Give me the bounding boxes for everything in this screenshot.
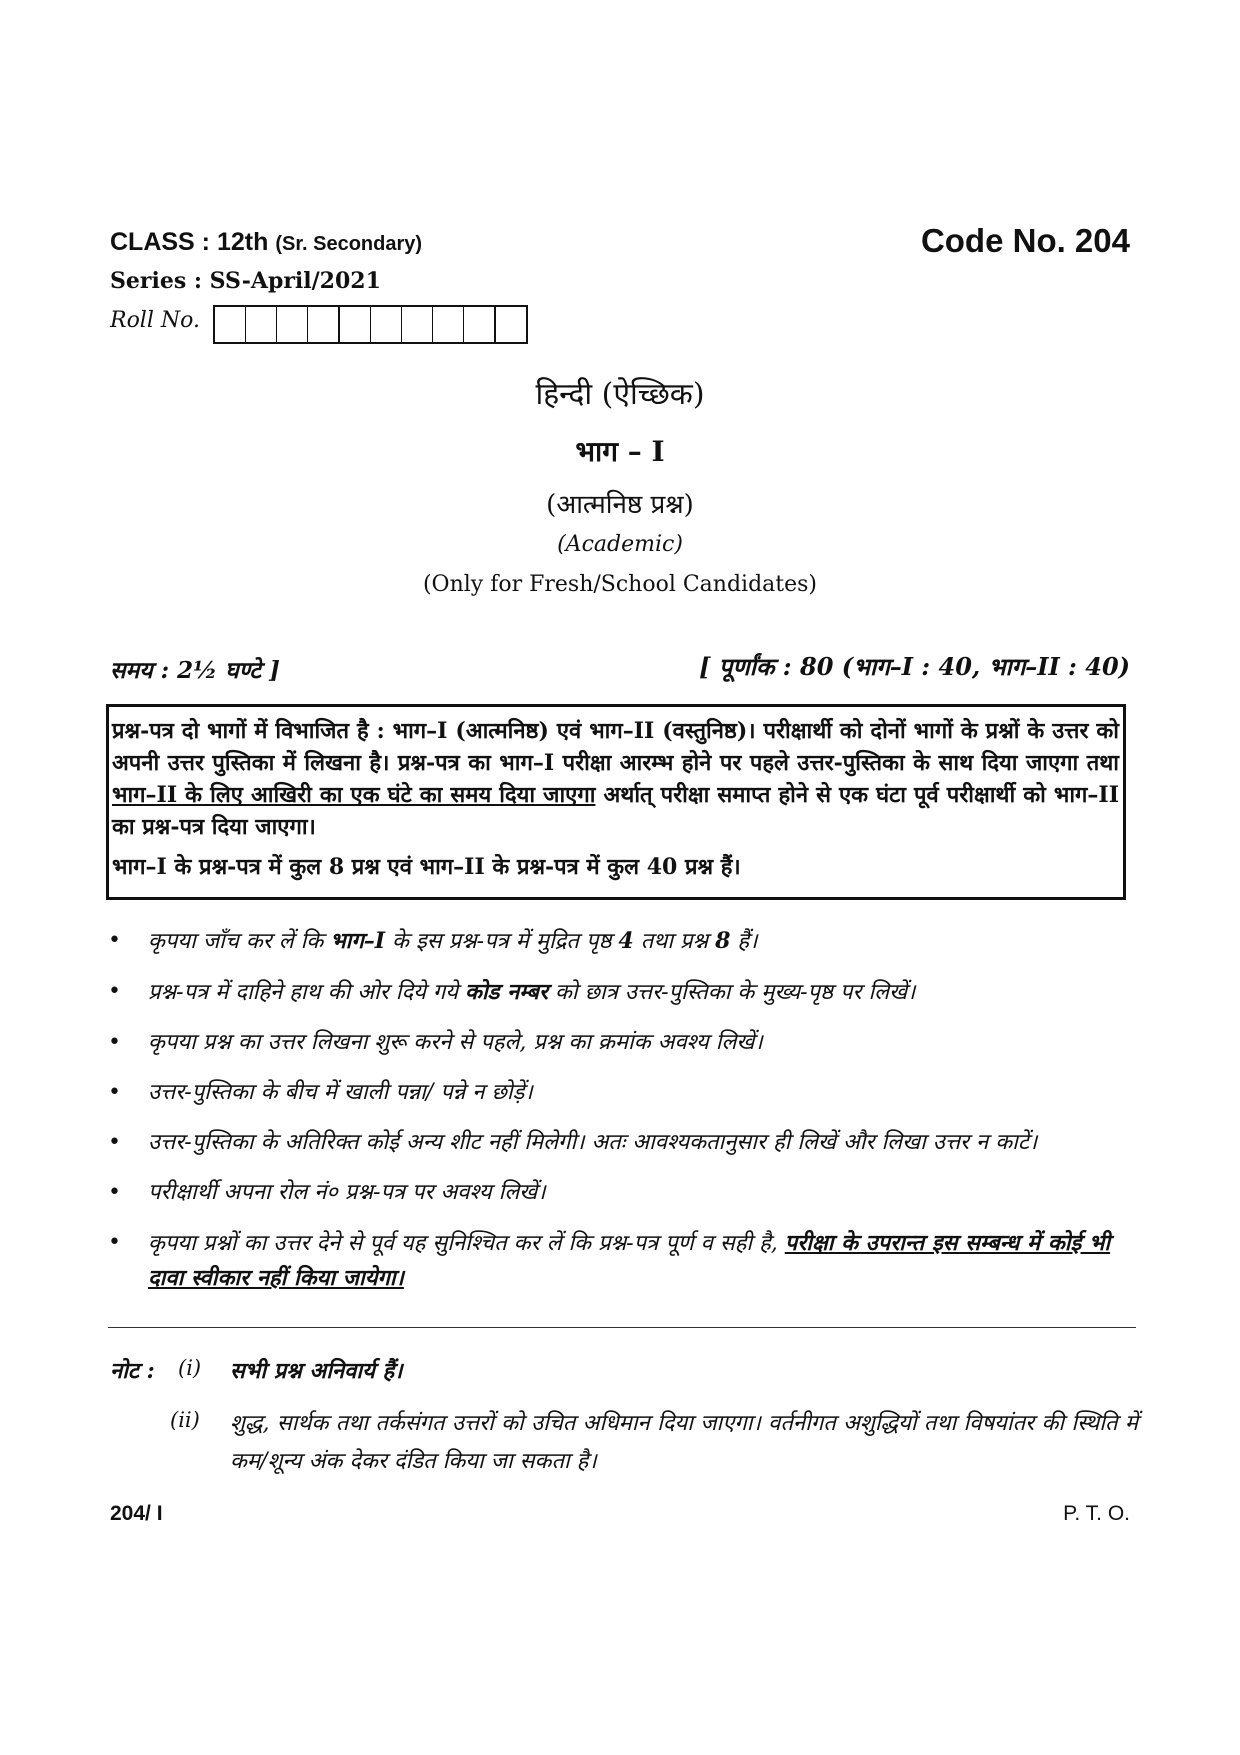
bullet-icon: • bbox=[108, 1130, 121, 1155]
info-text: अर्थात् परीक्षा समाप्त होने से एक घंटा पूर्व परीक्षार्थी को भाग–II का प्रश्न-पत्र दिया जाएगा। bbox=[112, 782, 1119, 840]
instructions-box-paragraph bbox=[112, 715, 1119, 843]
instruction-item bbox=[108, 1226, 1138, 1296]
bullet-icon: • bbox=[108, 1230, 121, 1255]
roll-box[interactable] bbox=[371, 307, 402, 342]
instruction-text: को छात्र उत्तर-पुस्तिका के मुख्य-पृष्ठ पर लिखें। bbox=[548, 980, 916, 1005]
roll-number-label: Roll No. bbox=[110, 308, 200, 333]
bullet-icon: • bbox=[108, 1080, 121, 1105]
roll-box[interactable] bbox=[433, 307, 464, 342]
bullet-icon: • bbox=[108, 1030, 121, 1055]
instruction-item bbox=[108, 975, 1138, 1010]
question-type: (आत्मनिष्ठ प्रश्न) bbox=[546, 490, 694, 520]
instruction-text: प्रश्न-पत्र में दाहिने हाथ की ओर दिये गये bbox=[148, 980, 466, 1005]
instruction-text: कृपया प्रश्नों का उत्तर देने से पूर्व यह सुनिश्चित कर लें कि प्रश्न-पत्र पूर्ण व सही है, bbox=[148, 1231, 785, 1256]
instruction-text: कृपया प्रश्न का उत्तर लिखना शुरू करने से पहले, प्रश्न का क्रमांक अवश्य लिखें। bbox=[148, 1030, 763, 1055]
instructions-box bbox=[106, 704, 1126, 900]
class-text: CLASS : 12th bbox=[110, 228, 269, 256]
roll-box[interactable] bbox=[402, 307, 433, 342]
time-allowed: समय : 2½ घण्टे ] bbox=[110, 657, 280, 684]
instruction-list bbox=[108, 924, 1138, 1312]
info-underlined-text: भाग–II के लिए आखिरी का एक घंटे का समय दिया जाएगा bbox=[112, 782, 596, 808]
candidates-label: (Only for Fresh/School Candidates) bbox=[422, 572, 818, 597]
instruction-item bbox=[108, 1176, 1138, 1210]
stream-label: (Academic) bbox=[557, 532, 683, 557]
instruction-text: के इस प्रश्न-पत्र में मुद्रित पृष्ठ bbox=[385, 929, 619, 954]
instruction-bold-underlined: परीक्षा के उपरान्त इस सम्बन्ध में कोई भी दावा स्वीकार नहीं किया जायेगा। bbox=[148, 1230, 1111, 1291]
info-text: प्रश्न-पत्र दो भागों में विभाजित है : भाग–I (आत्मनिष्ठ) एवं भाग–II (वस्तुनिष्ठ)। परीक्षार्थी को दोनों भागों के प्रश्नों के उत्तर को अपनी उत्तर पुस्तिका में लिखना है। प्रश्न-पत्र का भाग–I परीक्षा आरम्भ होने पर पहले उत्तर-पुस्तिका के साथ दिया जाएगा तथा bbox=[112, 718, 1119, 776]
instruction-text: उत्तर-पुस्तिका के बीच में खाली पन्ना/ पन्ने न छोड़ें। bbox=[148, 1080, 533, 1105]
bullet-icon: • bbox=[108, 1180, 121, 1205]
roll-box[interactable] bbox=[215, 307, 246, 342]
instruction-item bbox=[108, 924, 1138, 959]
series-label: Series : SS-April/2021 bbox=[110, 268, 381, 294]
footer-pto: P. T. O. bbox=[1063, 1502, 1130, 1525]
class-label bbox=[110, 228, 422, 257]
instruction-bold: 4 bbox=[618, 928, 634, 954]
note-text: सभी प्रश्न अनिवार्य हैं। bbox=[230, 1358, 403, 1384]
instruction-bold: कोड नम्बर bbox=[465, 979, 548, 1005]
roll-box[interactable] bbox=[246, 307, 277, 342]
roll-box[interactable] bbox=[464, 307, 496, 342]
class-subtitle: (Sr. Secondary) bbox=[275, 233, 423, 255]
question-count-note: भाग–I के प्रश्न-पत्र में कुल 8 प्रश्न एवं भाग–II के प्रश्न-पत्र में कुल 40 प्रश्न हैं। bbox=[112, 854, 741, 880]
instruction-item bbox=[108, 1076, 1138, 1110]
code-number: Code No. 204 bbox=[920, 222, 1130, 259]
note-text: शुद्ध, सार्थक तथा तर्कसंगत उत्तरों को उचित अधिमान दिया जाएगा। वर्तनीगत अशुद्धियों तथा विषयांतर की स्थिति में कम/शून्य अंक देकर दंडित किया जा सकता है। bbox=[230, 1411, 1138, 1474]
roll-box[interactable] bbox=[277, 307, 308, 342]
instruction-text: परीक्षार्थी अपना रोल नं० प्रश्न-पत्र पर अवश्य लिखें। bbox=[148, 1180, 546, 1205]
max-marks: [ पूर्णांक : 80 (भाग–I : 40, भाग–II : 40) bbox=[699, 652, 1130, 681]
note-number: (i) bbox=[178, 1356, 202, 1380]
part-title: भाग – I bbox=[575, 435, 665, 468]
roll-number-boxes[interactable] bbox=[213, 305, 528, 344]
footer-code: 204/ I bbox=[110, 1502, 163, 1525]
bullet-icon: • bbox=[108, 928, 121, 953]
roll-box[interactable] bbox=[308, 307, 340, 342]
bullet-icon: • bbox=[108, 979, 121, 1004]
roll-box[interactable] bbox=[496, 307, 526, 342]
instruction-text: उत्तर-पुस्तिका के अतिरिक्त कोई अन्य शीट नहीं मिलेगी। अतः आवश्यकतानुसार ही लिखें और लिखा उत्तर न काटें। bbox=[148, 1130, 1038, 1155]
instruction-text: हैं। bbox=[730, 929, 758, 954]
subject-title: हिन्दी (ऐच्छिक) bbox=[535, 377, 705, 412]
instruction-text: तथा प्रश्न bbox=[633, 929, 716, 954]
instruction-text: कृपया जाँच कर लें कि bbox=[148, 929, 331, 954]
roll-box[interactable] bbox=[340, 307, 371, 342]
divider bbox=[108, 1327, 1136, 1328]
instruction-bold: भाग–I bbox=[330, 928, 386, 954]
instruction-item bbox=[108, 1126, 1138, 1160]
instruction-item bbox=[108, 1026, 1138, 1060]
note-label: नोट : bbox=[110, 1358, 155, 1384]
instruction-bold: 8 bbox=[715, 928, 731, 954]
note-number: (ii) bbox=[170, 1408, 200, 1432]
